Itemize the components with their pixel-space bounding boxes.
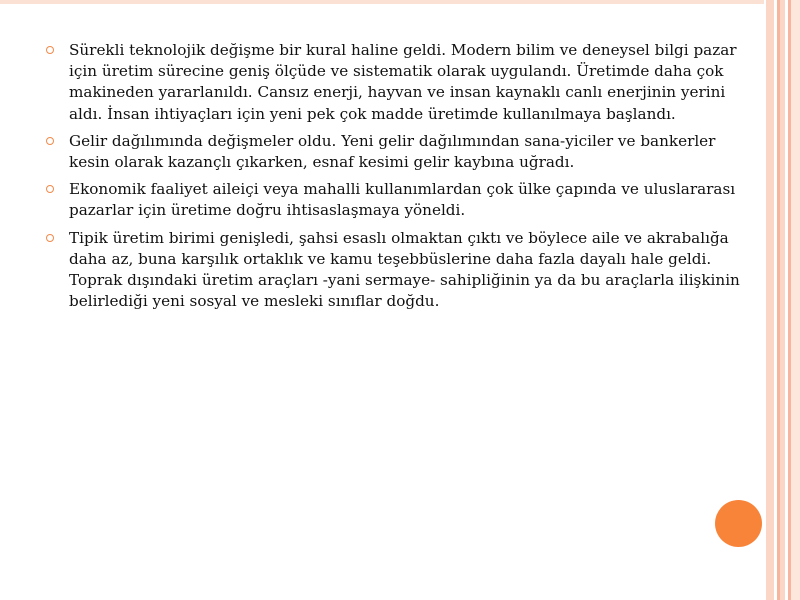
slide-content <box>44 40 749 318</box>
bullet-item <box>44 179 749 221</box>
decorative-stripe <box>766 0 774 600</box>
bullet-text: Tipik üretim birimi genişledi, şahsi esaslı olmaktan çıktı ve böylece aile ve akrabalığa daha az, buna karşılık ortaklık ve kamu teşebbüslerine daha fazla dayalı hale geldi. Toprak dışındaki üretim araçları -yani sermaye- sahipliğinin ya da bu araçlarla ilişkinin belirlediği yeni sosyal ve mesleki sınıflar doğdu. <box>69 228 740 311</box>
bullet-text: Ekonomik faaliyet aileiçi veya mahalli kullanımlardan çok ülke çapında ve uluslararası pazarlar için üretime doğru ihtisaslaşmaya yöneldi. <box>69 180 736 220</box>
bullet-item <box>44 228 749 313</box>
top-border <box>0 0 764 4</box>
bullet-circle-icon <box>46 185 54 193</box>
bullet-text: Gelir dağılımında değişmeler oldu. Yeni gelir dağılımından sana-yiciler ve bankerler kesin olarak kazançlı çıkarken, esnaf kesimi gelir kaybına uğradı. <box>69 131 716 172</box>
bullet-text: Sürekli teknolojik değişme bir kural haline geldi. Modern bilim ve deneysel bilgi pazar için üretim sürecine geniş ölçüde ve sistematik olarak uygulandı. Üretimde daha çok makineden yararlanıldı. Cansız enerji, hayvan ve insan kaynaklı canlı enerjinin yerini aldı. İnsan ihtiyaçları için yeni pek çok madde üretimde kullanılmaya başlandı. <box>69 41 737 123</box>
bullet-item <box>44 131 749 173</box>
decorative-circle-icon <box>715 500 762 547</box>
decorative-stripe <box>791 0 800 600</box>
bullet-list <box>44 40 749 312</box>
bullet-circle-icon <box>46 234 54 242</box>
bullet-circle-icon <box>46 46 54 54</box>
bullet-item <box>44 40 749 125</box>
bullet-circle-icon <box>46 137 54 145</box>
